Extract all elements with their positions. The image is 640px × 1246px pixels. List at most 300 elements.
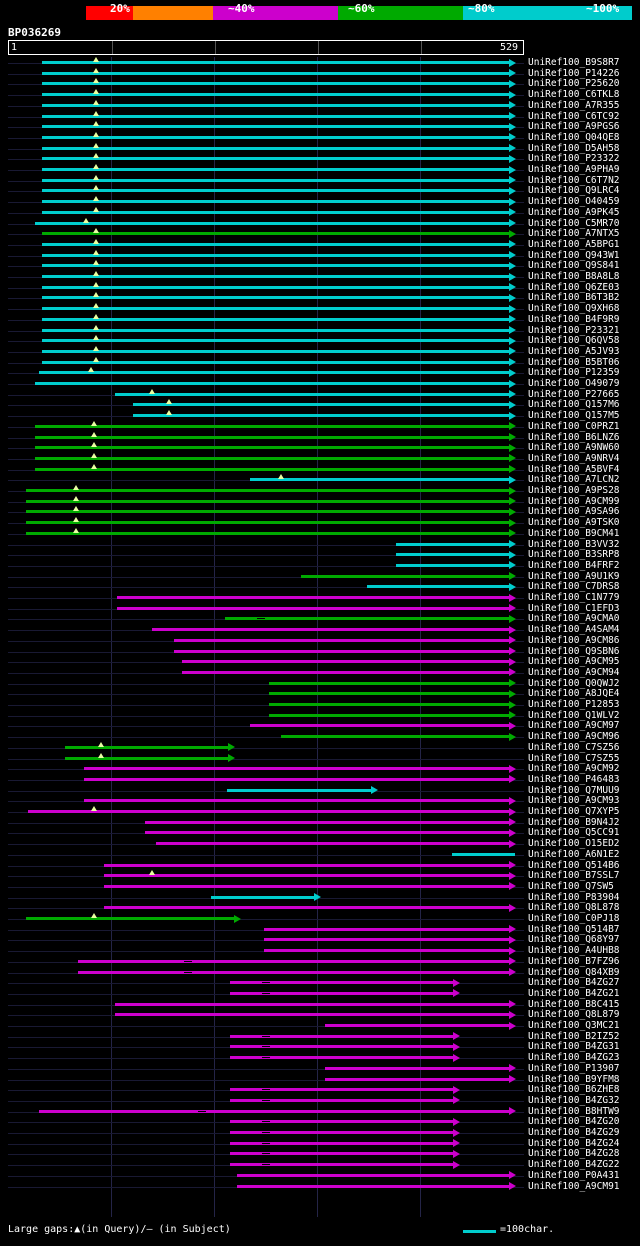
hit-label[interactable]: UniRef100_Q84XB9 (528, 966, 620, 978)
hsp-bar[interactable] (145, 831, 509, 834)
hsp-bar[interactable] (104, 864, 509, 867)
hsp-bar[interactable] (42, 350, 509, 353)
hit-label[interactable]: UniRef100_Q7MUU9 (528, 784, 620, 796)
hsp-arrow-icon (509, 733, 516, 741)
hsp-bar[interactable] (396, 553, 509, 556)
hsp-bar[interactable] (133, 403, 509, 406)
hsp-bar[interactable] (115, 1003, 509, 1006)
hsp-bar[interactable] (301, 575, 509, 578)
query-gap-triangle-icon (93, 153, 99, 158)
query-gap-triangle-icon (93, 325, 99, 330)
hit-label[interactable]: UniRef100_C7DRS8 (528, 581, 620, 593)
hit-label[interactable]: UniRef100_A7LCN2 (528, 474, 620, 486)
query-gap-triangle-icon (278, 474, 284, 479)
hit-label-column (528, 57, 640, 1217)
hsp-bar[interactable] (35, 436, 509, 439)
hit-label[interactable]: UniRef100_A9NRV4 (528, 452, 620, 464)
hsp-arrow-icon (509, 166, 516, 174)
hsp-arrow-icon (509, 925, 516, 933)
hsp-bar[interactable] (35, 446, 509, 449)
hsp-arrow-icon (509, 444, 516, 452)
hsp-bar[interactable] (42, 82, 509, 85)
subject-gap-dash (184, 961, 192, 962)
hsp-bar[interactable] (367, 585, 509, 588)
hit-label[interactable]: UniRef100_Q68Y97 (528, 934, 620, 946)
hsp-bar[interactable] (42, 125, 509, 128)
hsp-arrow-icon (509, 1075, 516, 1083)
hit-label[interactable]: UniRef100_Q514B7 (528, 923, 620, 935)
hsp-bar[interactable] (42, 168, 509, 171)
hsp-arrow-icon (509, 797, 516, 805)
hsp-bar[interactable] (104, 906, 509, 909)
hsp-bar[interactable] (42, 307, 509, 310)
hit-label[interactable]: UniRef100_A9CM86 (528, 634, 620, 646)
query-gap-triangle-icon (93, 335, 99, 340)
hsp-bar[interactable] (35, 468, 509, 471)
hsp-bar[interactable] (84, 799, 509, 802)
query-gap-triangle-icon (91, 421, 97, 426)
alignment-row[interactable] (8, 1181, 524, 1194)
hit-label[interactable]: UniRef100_A9CM92 (528, 763, 620, 775)
hsp-arrow-icon (453, 1150, 460, 1158)
hit-label[interactable]: UniRef100_A6N1E2 (528, 848, 620, 860)
hit-label[interactable]: UniRef100_Q5CC91 (528, 827, 620, 839)
query-gap-triangle-icon (93, 357, 99, 362)
hit-label[interactable]: UniRef100_B5BT06 (528, 356, 620, 368)
hsp-bar[interactable] (264, 949, 509, 952)
hsp-arrow-icon (509, 604, 516, 612)
hsp-arrow-icon (509, 647, 516, 655)
hit-label[interactable]: UniRef100_A9CM93 (528, 795, 620, 807)
query-gap-triangle-icon (91, 453, 97, 458)
hsp-bar[interactable] (133, 414, 509, 417)
hit-label[interactable]: UniRef100_A5BVF4 (528, 463, 620, 475)
hit-label[interactable]: UniRef100_B4ZG22 (528, 1159, 620, 1171)
hsp-bar[interactable] (42, 189, 509, 192)
query-gap-triangle-icon (93, 89, 99, 94)
subject-gap-dash (262, 1164, 270, 1165)
hsp-arrow-icon (453, 1043, 460, 1051)
hit-label[interactable]: UniRef100_B4ZG32 (528, 1094, 620, 1106)
hsp-arrow-icon (509, 80, 516, 88)
query-gap-triangle-icon (93, 271, 99, 276)
hsp-bar[interactable] (26, 532, 509, 535)
hit-label[interactable]: UniRef100_Q943W1 (528, 249, 620, 261)
hsp-bar[interactable] (156, 842, 509, 845)
hsp-arrow-icon (509, 133, 516, 141)
ruler-tick-3 (318, 41, 319, 54)
hsp-arrow-icon (509, 198, 516, 206)
hsp-arrow-icon (228, 743, 235, 751)
hit-label[interactable]: UniRef100_A9TSK0 (528, 517, 620, 529)
hit-label[interactable]: UniRef100_P25620 (528, 78, 620, 90)
query-gap-triangle-icon (149, 870, 155, 875)
hit-label[interactable]: UniRef100_C6T7N2 (528, 174, 620, 186)
query-gap-triangle-icon (93, 282, 99, 287)
hsp-arrow-icon (509, 123, 516, 131)
hit-label[interactable]: UniRef100_C0PJ18 (528, 913, 620, 924)
hit-label[interactable]: UniRef100_A9PS28 (528, 485, 620, 496)
hsp-bar[interactable] (225, 617, 509, 620)
hsp-arrow-icon (509, 808, 516, 816)
hsp-bar[interactable] (78, 971, 509, 974)
hsp-arrow-icon (509, 69, 516, 77)
hit-label[interactable]: UniRef100_B6ZHE8 (528, 1084, 620, 1096)
hsp-arrow-icon (509, 668, 516, 676)
hit-label[interactable]: UniRef100_B4ZG31 (528, 1041, 620, 1053)
hit-label[interactable]: UniRef100_B4ZG21 (528, 987, 620, 999)
hit-label[interactable]: UniRef100_B7SSL7 (528, 870, 620, 882)
hit-label[interactable]: UniRef100_Q514B6 (528, 859, 620, 871)
hsp-bar[interactable] (325, 1078, 509, 1081)
hsp-bar[interactable] (152, 628, 509, 631)
hsp-arrow-icon (509, 818, 516, 826)
hsp-bar[interactable] (117, 596, 509, 599)
hsp-arrow-icon (453, 1139, 460, 1147)
hit-label[interactable]: UniRef100_P83904 (528, 891, 620, 903)
hsp-bar[interactable] (65, 757, 228, 760)
hsp-bar[interactable] (42, 286, 509, 289)
query-gap-triangle-icon (83, 218, 89, 223)
hit-label[interactable]: UniRef100_B4ZG23 (528, 1052, 620, 1064)
hsp-bar[interactable] (174, 650, 509, 653)
hsp-arrow-icon (453, 1096, 460, 1104)
hsp-bar[interactable] (264, 928, 509, 931)
hsp-arrow-icon (509, 497, 516, 505)
hsp-arrow-icon (509, 369, 516, 377)
hit-label[interactable]: UniRef100_P0A431 (528, 1169, 620, 1181)
query-gap-triangle-icon (93, 346, 99, 351)
hsp-bar[interactable] (42, 104, 509, 107)
subject-gap-dash (262, 1057, 270, 1058)
hit-label[interactable]: UniRef100_P14226 (528, 67, 620, 79)
hsp-arrow-icon (509, 840, 516, 848)
hit-label[interactable]: UniRef100_C6TKL8 (528, 89, 620, 101)
hsp-bar[interactable] (26, 500, 509, 503)
hit-label[interactable]: UniRef100_B6T3B2 (528, 292, 620, 304)
hsp-bar[interactable] (115, 393, 509, 396)
hit-label[interactable]: UniRef100_A4SAM4 (528, 624, 620, 636)
hsp-bar[interactable] (26, 510, 509, 513)
hit-label[interactable]: UniRef100_A9U1K9 (528, 570, 620, 582)
hsp-bar[interactable] (42, 157, 509, 160)
hit-label[interactable]: UniRef100_A8JQE4 (528, 688, 620, 700)
hsp-arrow-icon (509, 144, 516, 152)
hsp-bar[interactable] (269, 703, 509, 706)
hsp-arrow-icon (509, 561, 516, 569)
hsp-bar[interactable] (35, 425, 509, 428)
hit-label[interactable]: UniRef100_P27665 (528, 388, 620, 400)
hit-label[interactable]: UniRef100_Q1WLV2 (528, 709, 620, 721)
hit-label[interactable]: UniRef100_B3VV32 (528, 538, 620, 550)
hsp-bar[interactable] (42, 243, 509, 246)
hsp-bar[interactable] (281, 735, 509, 738)
hsp-bar[interactable] (42, 72, 509, 75)
hsp-arrow-icon (509, 155, 516, 163)
hsp-bar[interactable] (115, 1013, 509, 1016)
hit-label[interactable]: UniRef100_P12359 (528, 367, 620, 379)
hsp-bar[interactable] (42, 254, 509, 257)
hit-label[interactable]: UniRef100_A7R355 (528, 99, 620, 111)
hit-label[interactable]: UniRef100_A9SA96 (528, 506, 620, 518)
hit-label[interactable]: UniRef100_Q9LRC4 (528, 185, 620, 197)
hit-label[interactable]: UniRef100_P13907 (528, 1062, 620, 1074)
hsp-arrow-icon (509, 315, 516, 323)
hit-label[interactable]: UniRef100_O40459 (528, 196, 620, 208)
hsp-bar[interactable] (42, 211, 509, 214)
hit-label[interactable]: UniRef100_A5JV93 (528, 345, 620, 357)
scale-label-1: ~40% (228, 2, 255, 15)
hit-label[interactable]: UniRef100_P23322 (528, 153, 620, 165)
scale-label-4: ~100% (586, 2, 620, 15)
hsp-bar[interactable] (182, 671, 509, 674)
query-gap-triangle-icon (93, 78, 99, 83)
hit-label[interactable]: UniRef100_A9PK45 (528, 206, 620, 218)
hit-label[interactable]: UniRef100_A9CM94 (528, 666, 620, 678)
hsp-bar[interactable] (42, 318, 509, 321)
hsp-bar[interactable] (264, 938, 509, 941)
hit-label[interactable]: UniRef100_C7SZ55 (528, 752, 620, 764)
hit-label[interactable]: UniRef100_Q9S841 (528, 260, 620, 272)
hsp-bar[interactable] (42, 329, 509, 332)
hsp-bar[interactable] (211, 896, 314, 899)
hsp-bar[interactable] (42, 115, 509, 118)
hit-label[interactable]: UniRef100_B8HTW9 (528, 1105, 620, 1117)
scale-label-2: ~60% (348, 2, 375, 15)
subject-gap-dash (262, 1132, 270, 1133)
hsp-arrow-icon (509, 465, 516, 473)
hit-label[interactable]: UniRef100_Q3MC21 (528, 1020, 620, 1031)
hsp-bar[interactable] (26, 917, 234, 920)
hit-label[interactable]: UniRef100_A9CM95 (528, 656, 620, 668)
hit-label[interactable]: UniRef100_A9CM97 (528, 720, 620, 732)
hsp-bar[interactable] (42, 147, 509, 150)
ruler-tick-4 (421, 41, 422, 54)
hsp-arrow-icon (509, 91, 516, 99)
hit-label[interactable]: UniRef100_B6LNZ6 (528, 431, 620, 443)
hsp-arrow-icon (453, 1161, 460, 1169)
hsp-bar[interactable] (26, 489, 509, 492)
query-gap-triangle-icon (98, 742, 104, 747)
hsp-bar[interactable] (269, 682, 509, 685)
hit-label[interactable]: UniRef100_P12853 (528, 699, 620, 710)
hit-label[interactable]: UniRef100_A9CMA0 (528, 613, 620, 625)
hsp-arrow-icon (509, 936, 516, 944)
hsp-bar[interactable] (26, 521, 509, 524)
hit-label[interactable]: UniRef100_B4F9R9 (528, 313, 620, 325)
hsp-bar[interactable] (42, 93, 509, 96)
hsp-bar[interactable] (28, 810, 509, 813)
hsp-arrow-icon (509, 251, 516, 259)
hit-label[interactable]: UniRef100_A7NTX5 (528, 228, 620, 240)
hsp-arrow-icon (509, 1171, 516, 1179)
alignment-plot (8, 57, 524, 1217)
hit-label[interactable]: UniRef100_O15ED2 (528, 838, 620, 850)
hit-label[interactable]: UniRef100_C1EFD3 (528, 602, 620, 614)
hsp-arrow-icon (509, 305, 516, 313)
hsp-arrow-icon (509, 968, 516, 976)
hsp-bar[interactable] (250, 478, 509, 481)
hsp-bar[interactable] (325, 1024, 509, 1027)
hsp-arrow-icon (509, 347, 516, 355)
query-gap-triangle-icon (91, 442, 97, 447)
hsp-bar[interactable] (35, 457, 509, 460)
hit-label[interactable]: UniRef100_A5BPG1 (528, 238, 620, 250)
hsp-bar[interactable] (227, 789, 371, 792)
hsp-bar[interactable] (396, 543, 509, 546)
query-gap-triangle-icon (73, 496, 79, 501)
hit-label[interactable]: UniRef100_A9PHA9 (528, 164, 620, 175)
hit-label[interactable]: UniRef100_A9NW60 (528, 442, 620, 454)
hsp-bar[interactable] (42, 136, 509, 139)
query-ruler (8, 40, 524, 55)
hsp-bar[interactable] (35, 222, 509, 225)
hsp-bar[interactable] (42, 232, 509, 235)
hit-label[interactable]: UniRef100_D5AH58 (528, 142, 620, 154)
hit-label[interactable]: UniRef100_A9PGS6 (528, 121, 620, 133)
hsp-bar[interactable] (39, 371, 509, 374)
hsp-bar[interactable] (182, 660, 509, 663)
hit-label[interactable]: UniRef100_B4ZG28 (528, 1148, 620, 1160)
subject-gap-dash (262, 1046, 270, 1047)
hsp-arrow-icon (509, 583, 516, 591)
hsp-bar[interactable] (35, 382, 509, 385)
hsp-arrow-icon (509, 636, 516, 644)
hit-label[interactable]: UniRef100_P23321 (528, 324, 620, 336)
hit-label[interactable]: UniRef100_A9CM96 (528, 731, 620, 743)
hsp-bar[interactable] (42, 264, 509, 267)
hsp-bar[interactable] (42, 275, 509, 278)
hsp-bar[interactable] (42, 61, 509, 64)
hsp-arrow-icon (509, 1000, 516, 1008)
hit-label[interactable]: UniRef100_B4ZG29 (528, 1127, 620, 1138)
subject-gap-dash (262, 1036, 270, 1037)
hit-label[interactable]: UniRef100_B3SRP8 (528, 549, 620, 561)
hsp-arrow-icon (453, 1054, 460, 1062)
hit-label[interactable]: UniRef100_Q6QV58 (528, 335, 620, 347)
hsp-arrow-icon (509, 240, 516, 248)
query-gap-triangle-icon (93, 260, 99, 265)
identity-scale-labels (8, 2, 632, 16)
hsp-arrow-icon (453, 979, 460, 987)
scale-bar-icon (463, 1230, 496, 1233)
hsp-bar[interactable] (174, 639, 509, 642)
hit-label[interactable]: UniRef100_Q9SBN6 (528, 645, 620, 657)
hsp-bar[interactable] (269, 692, 509, 695)
ruler-end-label: 529 (500, 42, 519, 53)
hit-label[interactable]: UniRef100_B8C415 (528, 998, 620, 1010)
hsp-arrow-icon (509, 947, 516, 955)
hsp-arrow-icon (509, 872, 516, 880)
hit-label[interactable]: UniRef100_Q157M6 (528, 399, 620, 411)
hit-label[interactable]: UniRef100_C0PRZ1 (528, 420, 620, 432)
hsp-bar[interactable] (396, 564, 509, 567)
hsp-bar[interactable] (42, 179, 509, 182)
hsp-bar[interactable] (104, 885, 509, 888)
hit-label[interactable]: UniRef100_B9S8R7 (528, 57, 620, 68)
hsp-bar[interactable] (269, 714, 509, 717)
hsp-bar[interactable] (250, 724, 509, 727)
hit-label[interactable]: UniRef100_Q8L879 (528, 1009, 620, 1021)
hsp-bar[interactable] (42, 296, 509, 299)
hit-label[interactable]: UniRef100_B8A8L8 (528, 271, 620, 282)
hsp-bar[interactable] (117, 607, 509, 610)
hit-label[interactable]: UniRef100_Q7SW5 (528, 880, 614, 892)
hsp-bar[interactable] (78, 960, 509, 963)
hsp-arrow-icon (228, 754, 235, 762)
hit-label[interactable]: UniRef100_B2IZ52 (528, 1030, 620, 1042)
subject-gap-dash (184, 972, 192, 973)
hit-label[interactable]: UniRef100_B9CM41 (528, 527, 620, 539)
hit-label[interactable]: UniRef100_Q8L878 (528, 902, 620, 914)
hsp-bar[interactable] (237, 1174, 509, 1177)
hsp-arrow-icon (509, 1107, 516, 1115)
hit-label[interactable]: UniRef100_B4FRF2 (528, 559, 620, 571)
hit-label[interactable]: UniRef100_Q7XYP5 (528, 806, 620, 817)
subject-gap-dash (257, 618, 265, 619)
hsp-bar[interactable] (84, 767, 509, 770)
hsp-bar[interactable] (104, 874, 509, 877)
hit-label[interactable]: UniRef100_B9YFM8 (528, 1073, 620, 1085)
hit-label[interactable]: UniRef100_Q0QWJ2 (528, 677, 620, 689)
hsp-arrow-icon (509, 101, 516, 109)
hsp-bar[interactable] (42, 200, 509, 203)
hit-label[interactable]: UniRef100_C6TC92 (528, 110, 620, 122)
hit-label[interactable]: UniRef100_Q9XH68 (528, 303, 620, 315)
hsp-bar[interactable] (42, 361, 509, 364)
hit-label[interactable]: UniRef100_Q157M5 (528, 410, 620, 422)
hsp-arrow-icon (509, 658, 516, 666)
hit-label[interactable]: UniRef100_B9N4J2 (528, 816, 620, 828)
hit-label[interactable]: UniRef100_O49079 (528, 378, 620, 389)
subject-gap-dash (262, 993, 270, 994)
hsp-bar[interactable] (84, 778, 509, 781)
hsp-bar[interactable] (145, 821, 509, 824)
hsp-bar[interactable] (39, 1110, 509, 1113)
hsp-arrow-icon (509, 904, 516, 912)
hit-label[interactable]: UniRef100_C7SZ56 (528, 741, 620, 753)
hit-label[interactable]: UniRef100_B7FZ96 (528, 955, 620, 967)
hsp-arrow-icon (509, 957, 516, 965)
hsp-bar[interactable] (325, 1067, 509, 1070)
hsp-arrow-icon (509, 326, 516, 334)
hit-label[interactable]: UniRef100_C1N779 (528, 592, 620, 603)
hsp-arrow-icon (509, 572, 516, 580)
hsp-bar[interactable] (452, 853, 515, 856)
hit-label[interactable]: UniRef100_C5MR70 (528, 217, 620, 229)
hsp-arrow-icon (234, 915, 241, 923)
query-gap-triangle-icon (93, 164, 99, 169)
hsp-bar[interactable] (42, 339, 509, 342)
hsp-arrow-icon (509, 337, 516, 345)
hit-label[interactable]: UniRef100_B4ZG27 (528, 977, 620, 989)
hit-label[interactable]: UniRef100_Q6ZE03 (528, 281, 620, 293)
hsp-arrow-icon (509, 615, 516, 623)
query-gap-triangle-icon (93, 292, 99, 297)
hsp-arrow-icon (509, 1011, 516, 1019)
hit-label[interactable]: UniRef100_Q04QE8 (528, 131, 620, 143)
hit-label[interactable]: UniRef100_A9CM99 (528, 495, 620, 507)
hit-label[interactable]: UniRef100_A4UHB8 (528, 945, 620, 957)
hit-label[interactable]: UniRef100_B4ZG20 (528, 1116, 620, 1128)
hit-label[interactable]: UniRef100_P46483 (528, 773, 620, 785)
hsp-bar[interactable] (65, 746, 228, 749)
hsp-bar[interactable] (237, 1185, 509, 1188)
hsp-arrow-icon (371, 786, 378, 794)
hsp-arrow-icon (453, 989, 460, 997)
hit-label[interactable]: UniRef100_A9CM91 (528, 1180, 620, 1192)
hit-label[interactable]: UniRef100_B4ZG24 (528, 1137, 620, 1149)
